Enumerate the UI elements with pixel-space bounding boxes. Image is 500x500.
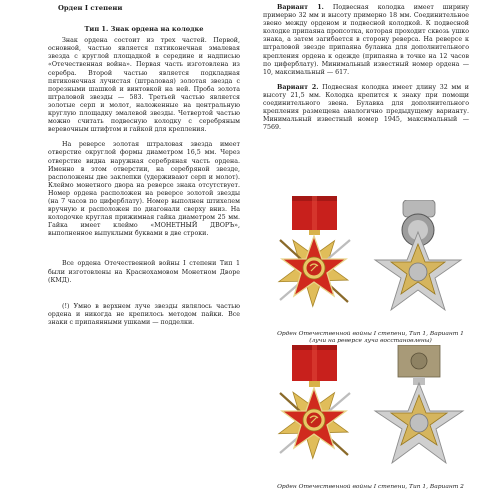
paragraph-reverse: На реверсе золотая штраловая звезда имеет отверстие округлой формы диаметром 16,5 мм. Через отверстие видна наружная серебряная часть ордена. Именно в этом отверстии, на серебряной звезде, расположены две заклепки (удерживают серп и молот). Клеймо монетного двора на реверсе знака отсутствует. Номер ордена расположен на реверсе золотой звезды (на 7 часов по циферблату). Номер выполнен штихелем вручную и расположен по диагонали сверху вниз. На колодочке круглая прижимная гайка диаметром 25 мм. Гайка имеет клеймо «МОНЕТНЫЙ ДВОРЪ», выполненное выпуклыми буквами в две строки. [48, 141, 240, 238]
order-reverse-photo-2 [367, 345, 470, 479]
paragraph-note: (!) Умно в верхнем луче звезды являлось частью ордена и никогда не крепилось методом пайки. Все знаки с припаянными ушками — подделки. [48, 302, 240, 326]
figure-caption-1-line2: (лучи на реверсе луча восстановлены) [309, 338, 432, 345]
running-head: Орден I степени [58, 4, 123, 12]
variant-2-text: Подвесная колодка имеет длину 32 мм и высоту 21,5 мм. Колодка крепится к знаку при помощи соединительного звена. Булавка для дополнительного крепления размещена аналогично предыдущему варианту. Минимальный известный номер 1945, максимальный — 7569. [263, 83, 469, 132]
left-column [48, 4, 240, 327]
order-obverse-photo-1 [262, 196, 367, 324]
section-title: Тип 1. Знак ордена на колодке [84, 25, 204, 34]
figure-caption-1-line1: Орден Отечественной войны I степени, Тип 1, Вариант 1 [277, 331, 464, 337]
right-column [263, 4, 469, 132]
order-reverse-photo-1 [367, 200, 470, 325]
figure-caption-2: Орден Отечественной войны I степени, Тип 1, Вариант 2 [277, 484, 464, 490]
variant-1-label: Вариант 1. [277, 4, 324, 11]
figure-caption-1 [268, 331, 473, 345]
variant-2-label: Вариант 2. [277, 83, 319, 91]
variant-1-text: Подвесная колодка имеет ширину примерно 32 мм и высоту примерно 18 мм. Соединительное звено между орденом и подвесной колодкой. К подвесной колодке припаяна пропсотка, которая проходит сквозь ушко знака, а затем загибается в сторону реверса. На реверсе к штраловой звезде припаяна булавка для дополнительного крепления ордена к одежде (припаяна в точке на 12 часов по циферблату). Минимальный известный номер ордена — 10, максимальный — 617. [263, 4, 469, 76]
order-obverse-photo-2 [262, 345, 367, 479]
variant-1-paragraph [263, 4, 469, 77]
paragraph-description: Знак ордена состоит из трех частей. Первой, основной, частью является пятиконечная эмалевая звезда с круглой площадкой в середине и надписью «Отечественная война». Первая часть изготовлена из серебра. Второй частью является подкладная пятиконечная лучистая (штраловая) золотая звезда с порезными шашкой и винтовкой на ней. Проба золота штраловой звезды — 583. Третьей частью является золотые серп и молот, наложенные на центральную круглую площадку эмалевой звезды. Четвертой частью можно считать подвесную колодку с серебряным веревочным штифтом и гайкой для крепления. [48, 37, 240, 134]
paragraph-mint: Все ордена Отечественной войны I степени Тип 1 были изготовлены на Краснохамовом Монетном Дворе (КМД). [48, 260, 240, 284]
variant-2-paragraph [263, 84, 469, 133]
